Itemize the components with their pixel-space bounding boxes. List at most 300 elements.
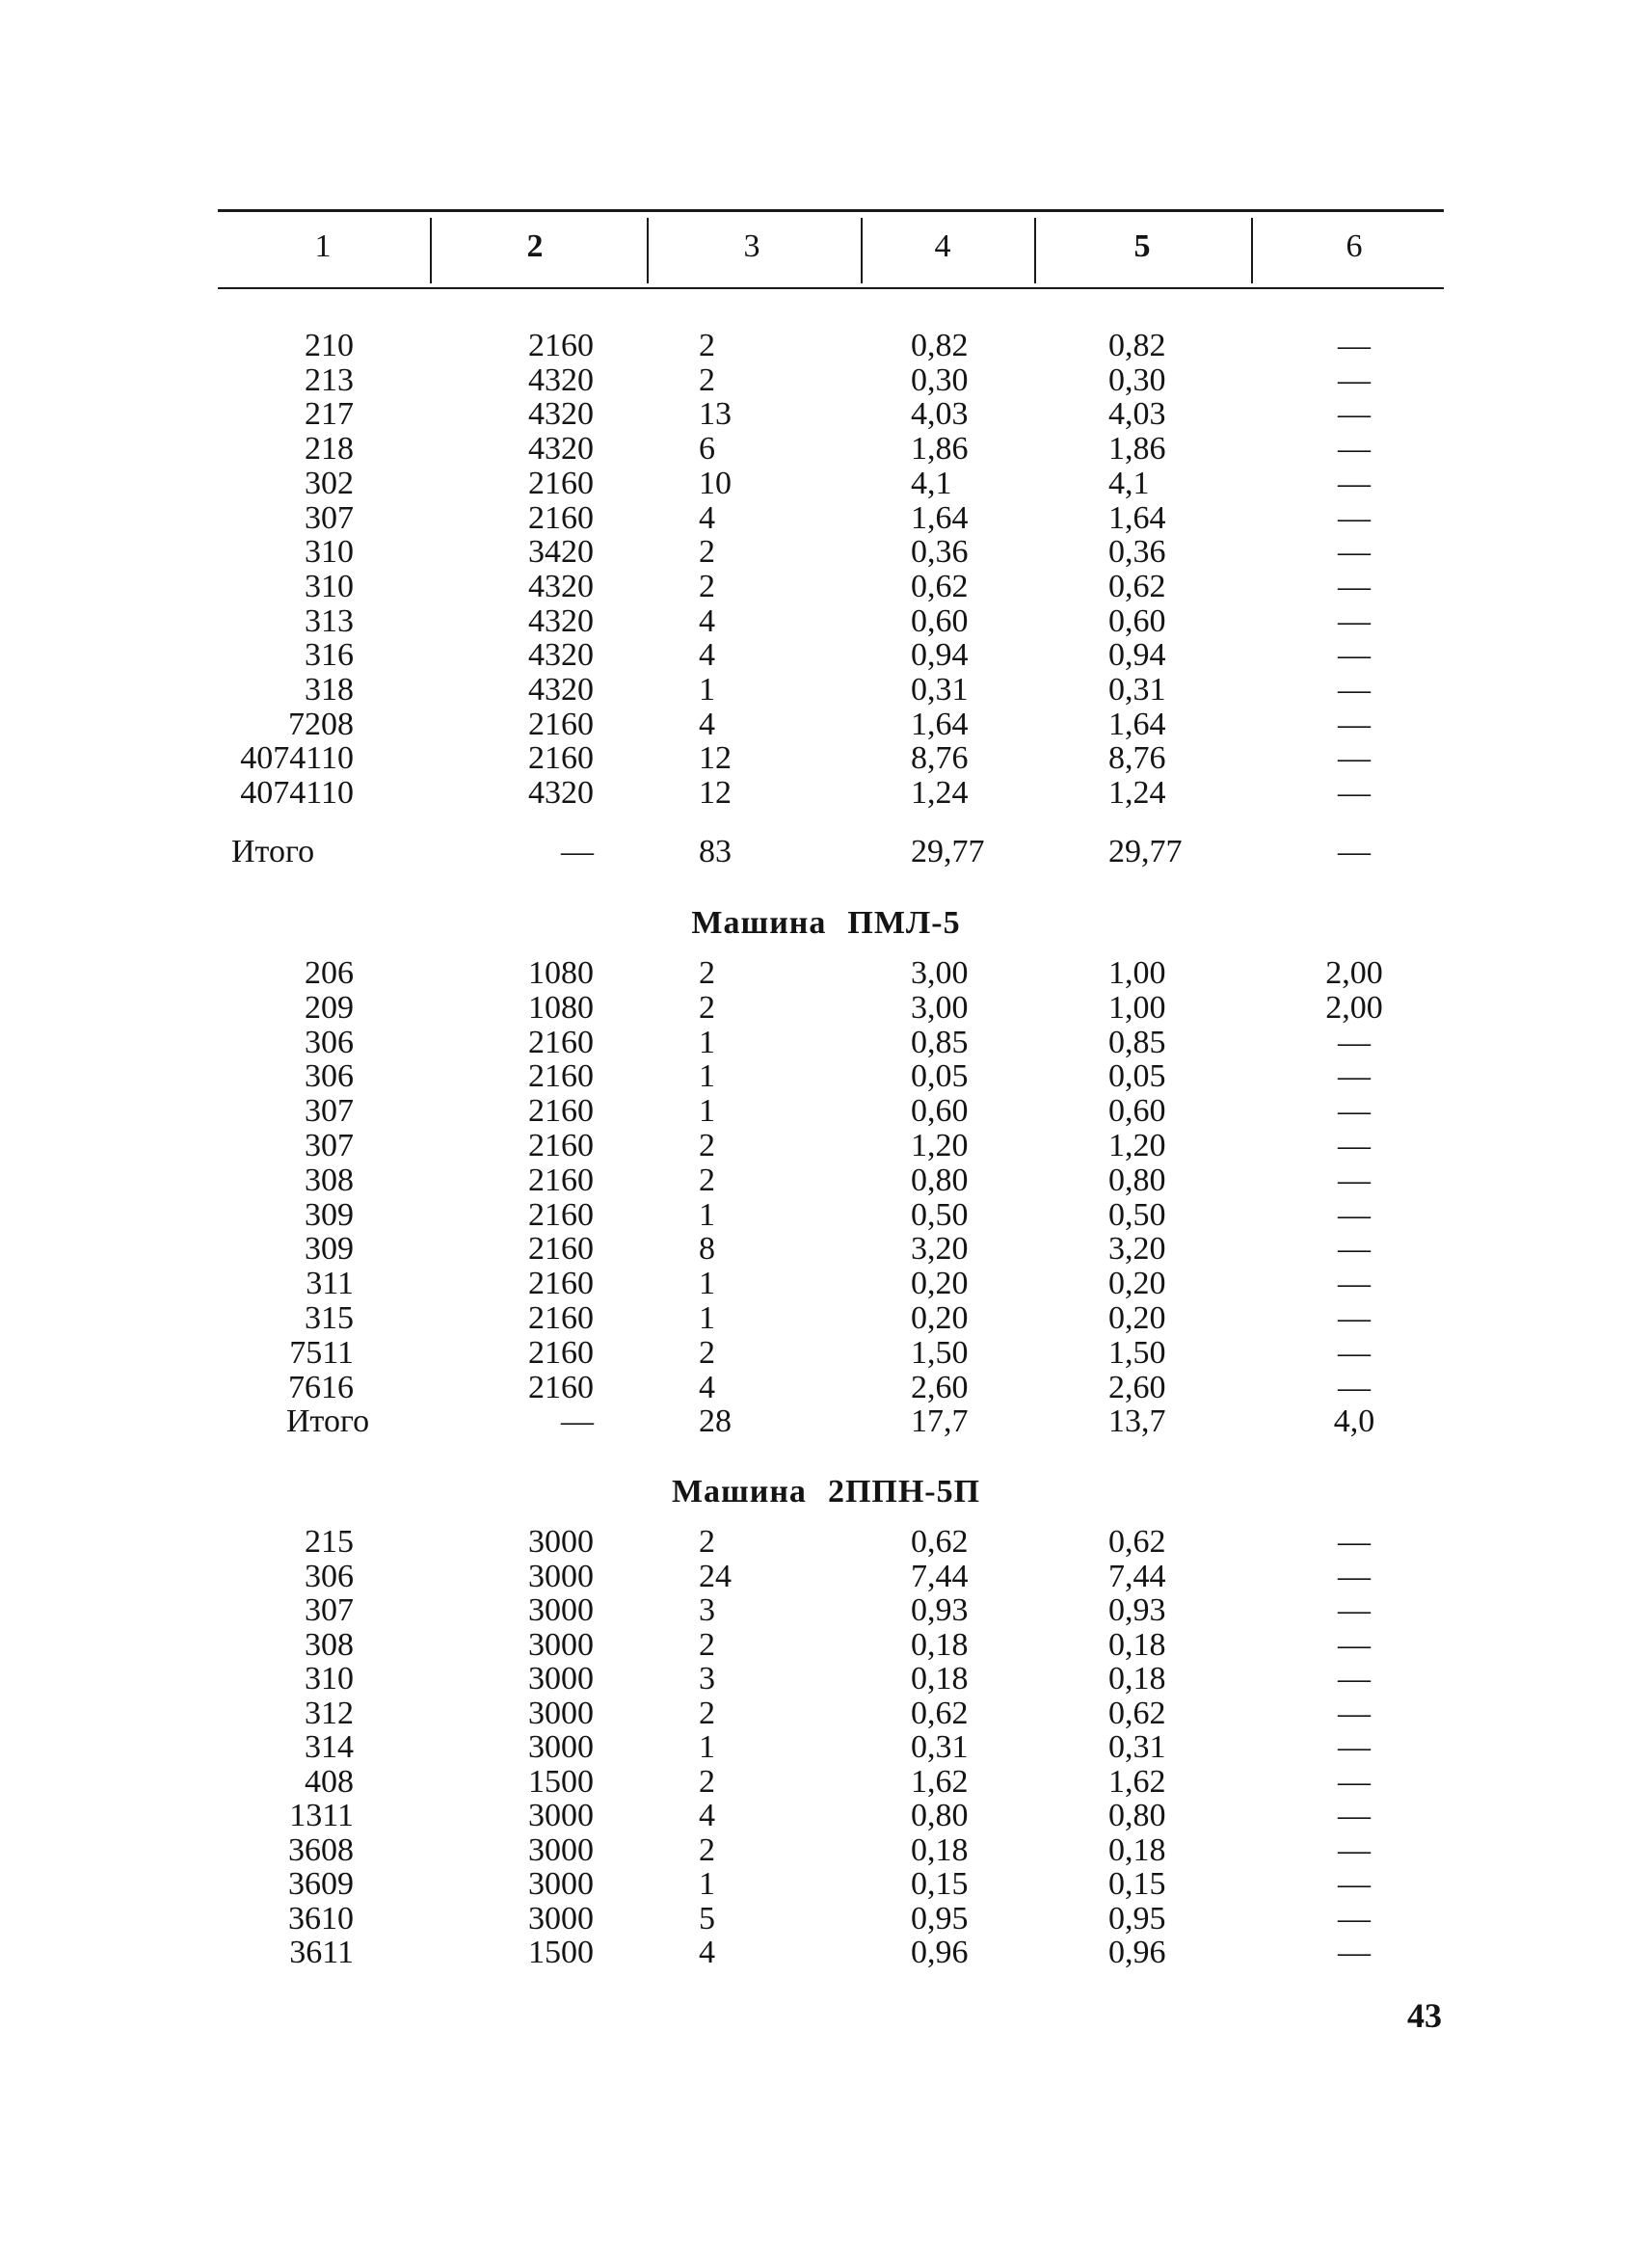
table-cell-col-4: 0,62 [911,569,969,604]
table-cell-col-6: — [1338,1370,1371,1405]
table-cell-col-3: 1 [699,1300,715,1336]
table-cell-col-6: 2,00 [1325,990,1383,1026]
table-cell-col-3: 3 [699,1592,715,1628]
column-separator [647,218,649,283]
table-cell-col-4: 0,60 [911,603,969,639]
table-cell-col-6: — [1338,1335,1371,1371]
table-cell-col-5: 0,18 [1108,1627,1166,1663]
table-row [0,1560,1652,1594]
table-cell-col-6: 2,00 [1325,955,1383,991]
table-cell-col-3: 1 [699,1866,715,1902]
section-title-machine: 2ППН-5П [827,1474,981,1509]
column-header-6: 6 [1346,228,1363,264]
table-cell-col-2: 3000 [528,1696,594,1731]
table-cell-col-1: 307 [305,1128,354,1163]
table-cell-col-6: — [1338,328,1371,363]
table-cell-col-2: 3000 [528,1592,594,1628]
table-cell-col-2: 2160 [528,1128,594,1163]
table-cell-col-6: — [1338,1729,1371,1765]
table-cell-col-6: — [1338,1661,1371,1696]
table-cell-col-2: 2160 [528,500,594,536]
total-cell-col-6: — [1338,834,1371,869]
table-row [0,1129,1652,1163]
table-row [0,570,1652,604]
table-cell-col-6: — [1338,466,1371,501]
table-cell-col-1: 215 [305,1524,354,1560]
table-cell-col-3: 2 [699,1128,715,1163]
table-cell-col-3: 2 [699,569,715,604]
table-cell-col-2: 2160 [528,707,594,742]
table-cell-col-1: 309 [305,1197,354,1233]
table-cell-col-3: 4 [699,637,715,673]
table-cell-col-6: — [1338,534,1371,570]
table-row [0,1371,1652,1405]
total-cell-col-3: 28 [699,1403,732,1439]
table-row [0,1662,1652,1696]
table-cell-col-5: 0,62 [1108,569,1166,604]
table-cell-col-1: 310 [305,1661,354,1696]
table-cell-col-5: 1,00 [1108,990,1166,1026]
table-cell-col-5: 0,82 [1108,328,1166,363]
table-cell-col-6: — [1338,1901,1371,1937]
table-cell-col-2: 2160 [528,1300,594,1336]
table-cell-col-3: 1 [699,1025,715,1060]
table-cell-col-5: 2,60 [1108,1370,1166,1405]
table-cell-col-6: — [1338,775,1371,811]
column-separator [1034,218,1036,283]
table-cell-col-5: 8,76 [1108,740,1166,776]
table-cell-col-3: 1 [699,1729,715,1765]
table-cell-col-1: 206 [305,955,354,991]
table-cell-col-4: 0,18 [911,1832,969,1868]
section-title [0,1473,1652,1511]
table-cell-col-6: — [1338,1696,1371,1731]
table-cell-col-3: 1 [699,1197,715,1233]
table-cell-col-1: 209 [305,990,354,1026]
table-row [0,1799,1652,1833]
table-cell-col-1: 307 [305,1093,354,1129]
table-cell-col-5: 0,20 [1108,1266,1166,1301]
table-cell-col-6: — [1338,637,1371,673]
table-cell-col-4: 0,94 [911,637,969,673]
table-cell-col-4: 0,18 [911,1661,969,1696]
table-cell-col-4: 0,82 [911,328,969,363]
table-cell-col-4: 0,96 [911,1935,969,1970]
table-cell-col-4: 0,30 [911,362,969,398]
table-row [0,991,1652,1026]
table-cell-col-5: 0,80 [1108,1798,1166,1833]
table-cell-col-4: 1,50 [911,1335,969,1371]
table-row [0,1163,1652,1198]
table-cell-col-2: 1500 [528,1764,594,1800]
table-cell-col-1: 316 [305,637,354,673]
total-cell-col-4: 29,77 [911,834,985,869]
table-row [0,1198,1652,1233]
table-cell-col-5: 0,15 [1108,1866,1166,1902]
table-cell-col-1: 4074110 [240,775,354,811]
table-cell-col-2: 2160 [528,1162,594,1198]
table-cell-col-6: — [1338,396,1371,432]
table-cell-col-3: 4 [699,707,715,742]
page-number: 43 [1407,1996,1442,2035]
table-cell-col-3: 4 [699,500,715,536]
table-cell-col-3: 2 [699,328,715,363]
table-cell-col-1: 1311 [289,1798,354,1833]
table-cell-col-5: 0,50 [1108,1197,1166,1233]
table-cell-col-4: 0,93 [911,1592,969,1628]
table-cell-col-2: 4320 [528,569,594,604]
table-cell-col-3: 2 [699,990,715,1026]
table-row [0,1267,1652,1301]
table-cell-col-3: 10 [699,466,732,501]
table-row [0,329,1652,363]
table-cell-col-3: 2 [699,1627,715,1663]
table-row [0,1301,1652,1336]
table-cell-col-2: 1080 [528,990,594,1026]
table-cell-col-6: — [1338,1025,1371,1060]
table-cell-col-4: 1,64 [911,500,969,536]
table-cell-col-4: 0,50 [911,1197,969,1233]
table-cell-col-5: 0,96 [1108,1935,1166,1970]
table-cell-col-3: 2 [699,1764,715,1800]
table-row [0,1026,1652,1060]
table-cell-col-2: 3000 [528,1661,594,1696]
table-cell-col-2: 1500 [528,1935,594,1970]
table-cell-col-5: 0,60 [1108,1093,1166,1129]
table-cell-col-3: 5 [699,1901,715,1937]
table-cell-col-5: 7,44 [1108,1559,1166,1594]
table-cell-col-2: 2160 [528,740,594,776]
table-cell-col-2: 4320 [528,672,594,708]
table-cell-col-6: — [1338,1058,1371,1094]
table-cell-col-2: 2160 [528,466,594,501]
table-cell-col-4: 8,76 [911,740,969,776]
table-cell-col-1: 311 [306,1266,354,1301]
table-cell-col-2: 4320 [528,637,594,673]
table-cell-col-3: 1 [699,672,715,708]
table-cell-col-2: 4320 [528,775,594,811]
table-cell-col-1: 3608 [288,1832,354,1868]
table-cell-col-5: 0,36 [1108,534,1166,570]
column-header-5: 5 [1133,228,1151,264]
table-row [0,1696,1652,1731]
table-cell-col-5: 4,1 [1108,466,1150,501]
column-header-2: 2 [526,228,544,264]
table-cell-col-3: 4 [699,1370,715,1405]
table-cell-col-5: 0,31 [1108,1729,1166,1765]
table-cell-col-1: 3609 [288,1866,354,1902]
table-cell-col-2: 2160 [528,1025,594,1060]
table-row [0,1902,1652,1937]
table-cell-col-1: 309 [305,1231,354,1267]
table-cell-col-4: 0,31 [911,672,969,708]
table-cell-col-4: 0,18 [911,1627,969,1663]
table-cell-col-5: 0,80 [1108,1162,1166,1198]
column-separator [1251,218,1253,283]
table-cell-col-4: 4,03 [911,396,969,432]
table-cell-col-1: 312 [305,1696,354,1731]
table-cell-col-2: 3000 [528,1901,594,1937]
table-cell-col-3: 4 [699,603,715,639]
total-row [0,1404,1652,1439]
table-row [0,1867,1652,1902]
table-cell-col-6: — [1338,1764,1371,1800]
table-cell-col-4: 0,36 [911,534,969,570]
table-cell-col-1: 314 [305,1729,354,1765]
table-row [0,363,1652,398]
table-cell-col-2: 2160 [528,1231,594,1267]
table-cell-col-5: 0,85 [1108,1025,1166,1060]
table-cell-col-2: 2160 [528,1266,594,1301]
table-cell-col-1: 210 [305,328,354,363]
table-cell-col-6: — [1338,1798,1371,1833]
table-cell-col-6: — [1338,740,1371,776]
table-row [0,432,1652,467]
table-cell-col-5: 0,18 [1108,1661,1166,1696]
table-cell-col-5: 1,20 [1108,1128,1166,1163]
table-cell-col-5: 1,64 [1108,707,1166,742]
section-title-word: Машина [691,905,827,941]
table-cell-col-1: 318 [305,672,354,708]
table-cell-col-6: — [1338,1627,1371,1663]
table-cell-col-4: 1,64 [911,707,969,742]
total-cell-col-5: 13,7 [1108,1403,1166,1439]
table-cell-col-1: 310 [305,569,354,604]
table-cell-col-6: — [1338,1093,1371,1129]
total-row [0,835,1652,869]
table-row [0,776,1652,811]
table-cell-col-6: — [1338,1559,1371,1594]
table-cell-col-3: 1 [699,1266,715,1301]
table-cell-col-1: 302 [305,466,354,501]
table-cell-col-5: 0,62 [1108,1696,1166,1731]
table-row [0,467,1652,501]
table-cell-col-6: — [1338,362,1371,398]
table-cell-col-6: — [1338,1197,1371,1233]
table-row [0,1525,1652,1560]
table-cell-col-5: 0,30 [1108,362,1166,398]
table-cell-col-6: — [1338,569,1371,604]
table-cell-col-6: — [1338,672,1371,708]
table-cell-col-3: 2 [699,1696,715,1731]
table-cell-col-5: 0,31 [1108,672,1166,708]
table-cell-col-1: 313 [305,603,354,639]
table-cell-col-2: 2160 [528,328,594,363]
table-cell-col-6: — [1338,1231,1371,1267]
table-cell-col-5: 0,18 [1108,1832,1166,1868]
table-cell-col-4: 2,60 [911,1370,969,1405]
table-cell-col-4: 0,60 [911,1093,969,1129]
table-cell-col-3: 6 [699,431,715,467]
table-cell-col-1: 306 [305,1025,354,1060]
table-cell-col-5: 0,62 [1108,1524,1166,1560]
table-cell-col-4: 1,62 [911,1764,969,1800]
table-cell-col-3: 13 [699,396,732,432]
table-cell-col-1: 315 [305,1300,354,1336]
table-cell-col-4: 0,95 [911,1901,969,1937]
table-cell-col-3: 3 [699,1661,715,1696]
table-cell-col-6: — [1338,1128,1371,1163]
table-cell-col-2: 4320 [528,431,594,467]
table-cell-col-3: 1 [699,1058,715,1094]
table-cell-col-5: 0,94 [1108,637,1166,673]
table-cell-col-3: 2 [699,1162,715,1198]
table-cell-col-1: 307 [305,1592,354,1628]
table-cell-col-6: — [1338,603,1371,639]
table-cell-col-2: 1080 [528,955,594,991]
table-row [0,1059,1652,1094]
table-cell-col-3: 2 [699,1524,715,1560]
table-cell-col-4: 0,05 [911,1058,969,1094]
table-row [0,535,1652,570]
section-title-word: Машина [671,1474,807,1509]
table-cell-col-2: 2160 [528,1197,594,1233]
total-cell-col-3: 83 [699,834,732,869]
table-cell-col-5: 1,00 [1108,955,1166,991]
table-cell-col-6: — [1338,1592,1371,1628]
column-header-3: 3 [743,228,760,264]
table-cell-col-5: 4,03 [1108,396,1166,432]
table-cell-col-5: 1,24 [1108,775,1166,811]
table-cell-col-5: 3,20 [1108,1231,1166,1267]
table-cell-col-1: 307 [305,500,354,536]
table-row [0,708,1652,742]
table-cell-col-3: 24 [699,1559,732,1594]
total-cell-col-2: — [561,1403,594,1439]
table-cell-col-6: — [1338,1866,1371,1902]
table-row [0,1936,1652,1970]
table-cell-col-4: 0,80 [911,1162,969,1198]
table-cell-col-4: 3,20 [911,1231,969,1267]
table-cell-col-2: 4320 [528,396,594,432]
column-separator [861,218,863,283]
table-cell-col-6: — [1338,500,1371,536]
total-cell-col-5: 29,77 [1108,834,1183,869]
table-cell-col-1: 306 [305,1559,354,1594]
table-cell-col-1: 3610 [288,1901,354,1937]
table-cell-col-6: — [1338,431,1371,467]
table-row [0,638,1652,673]
table-cell-col-4: 0,85 [911,1025,969,1060]
total-cell-col-6: 4,0 [1333,1403,1375,1439]
total-cell-col-4: 17,7 [911,1403,969,1439]
table-cell-col-5: 1,62 [1108,1764,1166,1800]
table-cell-col-2: 2160 [528,1335,594,1371]
table-row [0,1593,1652,1628]
table-row [0,397,1652,432]
table-cell-col-6: — [1338,1935,1371,1970]
table-cell-col-3: 12 [699,775,732,811]
table-cell-col-4: 7,44 [911,1559,969,1594]
table-row [0,741,1652,776]
table-cell-col-1: 7208 [288,707,354,742]
table-cell-col-1: 308 [305,1162,354,1198]
table-cell-col-5: 0,20 [1108,1300,1166,1336]
table-cell-col-4: 0,31 [911,1729,969,1765]
table-row [0,1628,1652,1663]
table-cell-col-6: — [1338,707,1371,742]
table-cell-col-4: 0,62 [911,1696,969,1731]
table-cell-col-4: 0,20 [911,1300,969,1336]
column-header-1: 1 [314,228,332,264]
table-cell-col-2: 2160 [528,1370,594,1405]
table-cell-col-2: 3000 [528,1866,594,1902]
table-cell-col-4: 3,00 [911,955,969,991]
table-cell-col-1: 310 [305,534,354,570]
table-cell-col-2: 3000 [528,1798,594,1833]
table-cell-col-5: 1,86 [1108,431,1166,467]
column-separator [430,218,432,283]
table-cell-col-3: 2 [699,955,715,991]
table-cell-col-3: 4 [699,1798,715,1833]
table-cell-col-4: 1,20 [911,1128,969,1163]
table-cell-col-4: 4,1 [911,466,952,501]
table-cell-col-1: 308 [305,1627,354,1663]
table-cell-col-2: 4320 [528,603,594,639]
table-cell-col-1: 306 [305,1058,354,1094]
table-cell-col-2: 3000 [528,1524,594,1560]
table-cell-col-1: 213 [305,362,354,398]
table-cell-col-2: 2160 [528,1058,594,1094]
table-cell-col-4: 1,86 [911,431,969,467]
table-row [0,1765,1652,1800]
table-cell-col-3: 2 [699,534,715,570]
table-cell-col-5: 0,60 [1108,603,1166,639]
table-cell-col-3: 4 [699,1935,715,1970]
table-cell-col-2: 3420 [528,534,594,570]
total-label: Итого [286,1403,370,1439]
table-cell-col-1: 218 [305,431,354,467]
table-cell-col-5: 1,64 [1108,500,1166,536]
table-cell-col-3: 8 [699,1231,715,1267]
table-row [0,956,1652,991]
table-cell-col-3: 2 [699,362,715,398]
table-row [0,1336,1652,1371]
table-cell-col-1: 217 [305,396,354,432]
table-cell-col-1: 408 [305,1764,354,1800]
table-row [0,501,1652,536]
table-cell-col-2: 3000 [528,1832,594,1868]
table-cell-col-2: 2160 [528,1093,594,1129]
table-cell-col-4: 3,00 [911,990,969,1026]
table-cell-col-6: — [1338,1266,1371,1301]
table-cell-col-2: 3000 [528,1627,594,1663]
table-cell-col-1: 7616 [288,1370,354,1405]
table-row [0,604,1652,639]
table-cell-col-6: — [1338,1524,1371,1560]
table-cell-col-4: 0,62 [911,1524,969,1560]
table-cell-col-1: 3611 [289,1935,354,1970]
table-cell-col-5: 0,05 [1108,1058,1166,1094]
table-cell-col-6: — [1338,1162,1371,1198]
total-label: Итого [231,834,315,869]
section-title-machine: ПМЛ-5 [847,905,961,941]
table-cell-col-3: 2 [699,1335,715,1371]
table-cell-col-4: 0,80 [911,1798,969,1833]
table-cell-col-3: 1 [699,1093,715,1129]
table-cell-col-3: 2 [699,1832,715,1868]
table-cell-col-6: — [1338,1300,1371,1336]
table-cell-col-5: 0,95 [1108,1901,1166,1937]
table-cell-col-4: 1,24 [911,775,969,811]
table-cell-col-5: 0,93 [1108,1592,1166,1628]
table-cell-col-2: 3000 [528,1559,594,1594]
table-cell-col-2: 3000 [528,1729,594,1765]
table-row [0,1232,1652,1267]
table-cell-col-1: 4074110 [240,740,354,776]
table-header-rule [218,287,1444,289]
total-cell-col-2: — [561,834,594,869]
